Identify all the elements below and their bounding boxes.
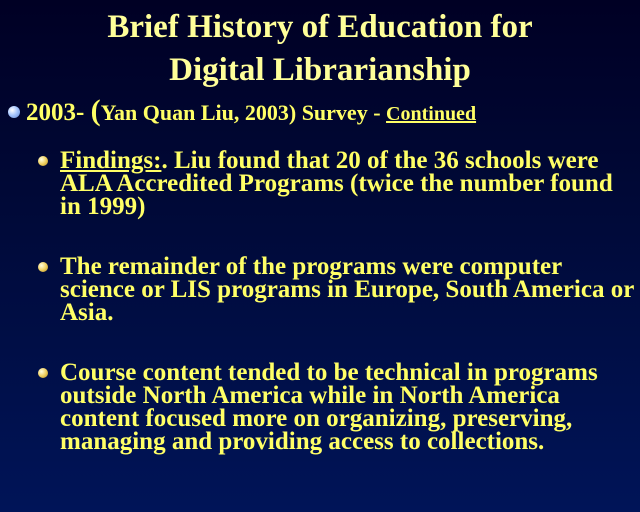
main-bullet-open-paren: (: [90, 94, 101, 127]
findings-text: . Liu found that 20 of the 36 schools were ALA Accredited Programs (twice the number found in 1999): [60, 147, 613, 220]
sub-bullet-text: Course content tended to be technical in programs outside North America while in North America content focused more on organizing, preserving, managing and providing access to collections.: [60, 359, 598, 455]
main-bullet: [8, 94, 638, 128]
findings-label: Findings:: [60, 147, 162, 174]
title-line-2: Digital Librarianship: [169, 52, 471, 88]
sub-bullet-findings: [38, 149, 636, 218]
sub-bullet-dot-icon: [38, 156, 48, 166]
sub-bullet-remainder: [38, 255, 636, 324]
title-line-1: Brief History of Education for: [107, 9, 533, 45]
slide-title: [0, 6, 640, 92]
sub-bullet-text: The remainder of the programs were computer science or LIS programs in Europe, South America or Asia.: [60, 253, 634, 326]
continued-label: Continued: [386, 103, 477, 125]
sub-bullet-dot-icon: [38, 368, 48, 378]
sub-bullet-text: [60, 149, 636, 218]
sub-bullet-course-content: [38, 361, 636, 453]
bullet-dot-icon: [8, 106, 20, 118]
sub-bullet-dot-icon: [38, 262, 48, 272]
main-bullet-citation: Yan Quan Liu, 2003) Survey -: [100, 100, 387, 125]
main-bullet-year: 2003-: [26, 99, 91, 126]
